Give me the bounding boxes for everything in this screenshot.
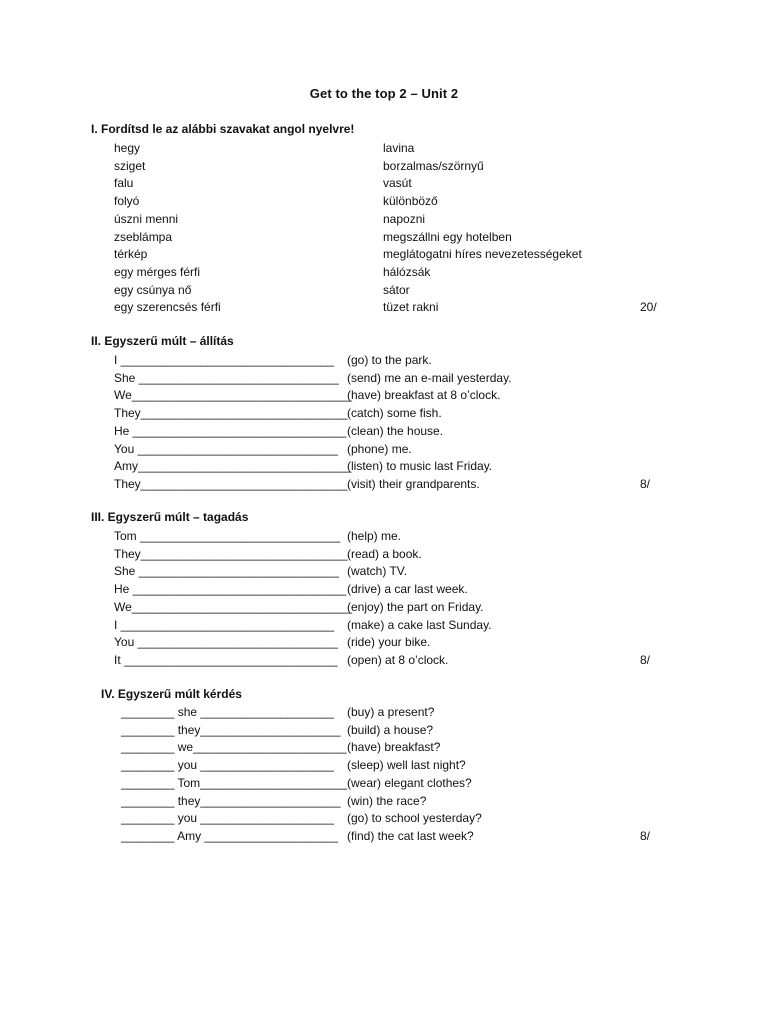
question-row [0, 757, 768, 774]
vocab-row [0, 140, 768, 157]
question-row [0, 739, 768, 756]
affirmative-row [0, 423, 768, 440]
negative-subject-blank: She ______________________________ [114, 564, 339, 579]
vocab-row [0, 158, 768, 175]
vocab-hungarian-left: folyó [114, 194, 140, 209]
affirmative-verb-cue: (catch) some fish. [347, 406, 442, 421]
question-verb-cue: (win) the race? [347, 793, 427, 808]
question-blank: ________ we_______________________ [121, 740, 347, 755]
question-verb-cue: (have) breakfast? [347, 740, 441, 755]
page-title: Get to the top 2 – Unit 2 [309, 86, 459, 101]
vocab-hungarian-right: megszállni egy hotelben [383, 229, 512, 244]
vocab-hungarian-left: sziget [114, 158, 146, 173]
negative-subject-blank: They_______________________________ [114, 546, 348, 561]
affirmative-subject-blank: I ________________________________ [114, 353, 335, 367]
question-row [0, 775, 768, 792]
affirmative-verb-cue: (clean) the house. [347, 423, 444, 438]
vocab-row [0, 299, 768, 316]
question-blank: ________ they_____________________ [121, 793, 341, 808]
affirmative-row [0, 387, 768, 404]
question-row [0, 828, 768, 845]
question-verb-cue: (buy) a present? [347, 705, 435, 719]
affirmative-row [0, 441, 768, 458]
affirmative-verb-cue: (visit) their grandparents. [347, 476, 480, 491]
vocab-hungarian-right: vasút [383, 176, 412, 191]
question-row [0, 793, 768, 810]
negative-row [0, 599, 768, 616]
negative-subject-blank: Tom ______________________________ [114, 529, 341, 543]
question-row [0, 810, 768, 827]
negative-verb-cue: (watch) TV. [347, 564, 408, 579]
section-3-heading: III. Egyszerű múlt – tagadás [91, 510, 249, 524]
vocab-hungarian-left: egy csúnya nő [114, 282, 192, 297]
vocab-hungarian-right: napozni [383, 211, 426, 226]
question-verb-cue: (go) to school yesterday? [347, 811, 482, 826]
negative-verb-cue: (open) at 8 o’clock. [347, 652, 449, 667]
negative-row [0, 617, 768, 634]
negative-row [0, 563, 768, 580]
affirmative-row [0, 405, 768, 422]
vocab-hungarian-right: tüzet rakni [383, 300, 439, 315]
vocab-row [0, 211, 768, 228]
question-blank: ________ you ____________________ [121, 811, 334, 826]
question-blank: ________ she ____________________ [121, 705, 334, 719]
question-verb-cue: (sleep) well last night? [347, 758, 466, 773]
affirmative-verb-cue: (listen) to music last Friday. [347, 459, 493, 474]
affirmative-subject-blank: He ________________________________ [114, 423, 347, 438]
negative-subject-blank: We_________________________________ [114, 599, 353, 614]
vocab-hungarian-left: hegy [114, 141, 141, 155]
negative-verb-cue: (make) a cake last Sunday. [347, 617, 492, 632]
question-blank: ________ you ____________________ [121, 758, 334, 773]
affirmative-subject-blank: Amy________________________________ [114, 459, 352, 474]
vocab-row [0, 175, 768, 192]
question-verb-cue: (find) the cat last week? [347, 828, 474, 843]
negative-points: 8/ [640, 652, 651, 667]
negative-row [0, 528, 768, 545]
affirmative-verb-cue: (phone) me. [347, 441, 412, 456]
question-row [0, 722, 768, 739]
vocab-hungarian-left: falu [114, 176, 134, 191]
question-blank: ________ Amy ____________________ [121, 828, 338, 843]
affirmative-subject-blank: They_______________________________ [114, 406, 348, 421]
affirmative-subject-blank: She ______________________________ [114, 370, 339, 385]
negative-verb-cue: (enjoy) the part on Friday. [347, 599, 484, 614]
affirmative-verb-cue: (have) breakfast at 8 o’clock. [347, 388, 501, 403]
negative-subject-blank: I ________________________________ [114, 617, 335, 632]
negative-subject-blank: It ________________________________ [114, 652, 338, 667]
vocab-hungarian-right: hálózsák [383, 264, 431, 279]
vocab-row [0, 193, 768, 210]
question-blank: ________ they_____________________ [121, 722, 341, 737]
negative-verb-cue: (read) a book. [347, 546, 422, 561]
affirmative-verb-cue: (go) to the park. [347, 353, 432, 367]
negative-row [0, 634, 768, 651]
affirmative-row [0, 458, 768, 475]
affirmative-row [0, 370, 768, 387]
negative-verb-cue: (help) me. [347, 529, 402, 543]
question-blank: ________ Tom______________________ [121, 775, 348, 790]
section-4-points: 8/ [640, 828, 651, 843]
vocab-hungarian-right: sátor [383, 282, 410, 297]
affirmative-subject-blank: We_________________________________ [114, 388, 353, 403]
vocab-hungarian-left: úszni menni [114, 211, 179, 226]
section-1-heading: I. Fordítsd le az alábbi szavakat angol nyelvre! [91, 122, 355, 136]
question-verb-cue: (build) a house? [347, 722, 434, 737]
section-1-points: 20/ [640, 300, 657, 315]
affirmative-verb-cue: (send) me an e-mail yesterday. [347, 370, 512, 385]
section-2-heading: II. Egyszerű múlt – állítás [91, 334, 234, 348]
question-row [0, 704, 768, 721]
negative-subject-blank: You ______________________________ [114, 635, 338, 650]
vocab-row [0, 264, 768, 281]
vocab-hungarian-right: meglátogatni híres nevezetességeket [383, 247, 582, 262]
vocab-row [0, 229, 768, 246]
vocab-hungarian-left: egy szerencsés férfi [114, 300, 221, 315]
negative-verb-cue: (ride) your bike. [347, 635, 431, 650]
negative-subject-blank: He ________________________________ [114, 582, 347, 597]
vocab-row [0, 246, 768, 263]
affirmative-subject-blank: They_______________________________ [114, 476, 348, 491]
affirmative-subject-blank: You ______________________________ [114, 441, 338, 456]
vocab-hungarian-right: lavina [383, 141, 415, 155]
question-verb-cue: (wear) elegant clothes? [347, 775, 472, 790]
negative-verb-cue: (drive) a car last week. [347, 582, 468, 597]
negative-row [0, 652, 768, 669]
vocab-hungarian-right: borzalmas/szörnyű [383, 158, 484, 173]
vocab-hungarian-left: egy mérges férfi [114, 264, 201, 279]
vocab-hungarian-left: zseblámpa [114, 229, 173, 244]
vocab-row [0, 282, 768, 299]
negative-row [0, 581, 768, 598]
affirmative-points: 8/ [640, 476, 651, 491]
vocab-hungarian-right: különböző [383, 194, 438, 209]
affirmative-row [0, 476, 768, 493]
affirmative-row [0, 352, 768, 369]
negative-row [0, 546, 768, 563]
vocab-hungarian-left: térkép [114, 247, 148, 262]
section-4-heading: IV. Egyszerű múlt kérdés [101, 687, 242, 701]
